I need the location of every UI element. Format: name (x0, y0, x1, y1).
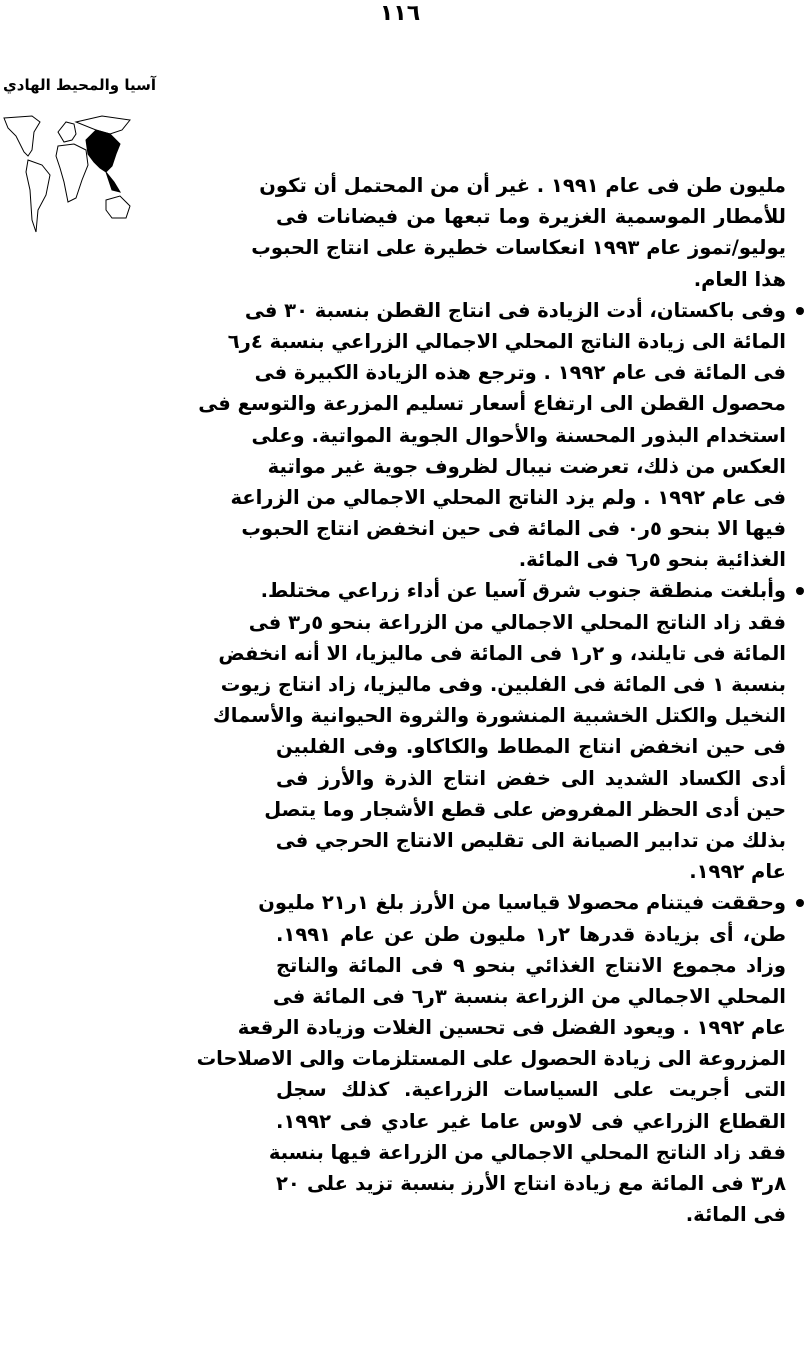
text-line: النخيل والكتل الخشبية المنشورة والثروة الحيوانية والأسماك (212, 704, 786, 728)
text-line: هذا العام. (693, 267, 786, 291)
text-line: التى أجريت على السياسات الزراعية. كذلك سجل (276, 1078, 786, 1102)
europe-africa-outline (56, 122, 88, 202)
bullet-icon (796, 899, 804, 907)
text-line: بذلك من تدابير الصيانة الى تقليص الانتاج الحرجي فى (275, 828, 786, 852)
text-line: عام ١٩٩٢ . ويعود الفضل فى تحسين الغلات وزيادة الرقعة (237, 1016, 786, 1040)
text-line: وفى باكستان، أدت الزيادة فى انتاج القطن بنسبة ٣٠ فى (244, 298, 786, 322)
text-line: بنسبة ١ فى المائة فى الفلبين. وفى ماليزيا، زاد انتاج زيوت (220, 673, 786, 696)
text-line: طن، أى بزيادة قدرها ٢ر١ مليون طن عن عام ١٩٩١. (276, 922, 787, 946)
americas-outline (4, 116, 50, 232)
text-line: المائة الى زيادة الناتج المحلي الاجمالي الزراعي بنسبة ٤ر٦ (227, 329, 786, 353)
text-line: أدى الكساد الشديد الى خفض انتاج الذرة والأرز فى (276, 766, 786, 790)
text-line: فيها الا بنحو ٥ر٠ فى المائة فى حين انخفض انتاج الحبوب (241, 517, 786, 541)
text-line: وزاد مجموع الانتاج الغذائي بنحو ٩ فى المائة والناتج (276, 953, 786, 977)
text-line: فى حين انخفض انتاج المطاط والكاكاو. وفى الفلبين (276, 735, 786, 759)
text-line: استخدام البذور المحسنة والأحوال الجوية المواتية. وعلى (251, 423, 786, 447)
text-line: المزروعة الى زيادة الحصول على المستلزمات والى الاصلاحات (196, 1047, 786, 1071)
text-line: المحلي الاجمالي من الزراعة بنسبة ٣ر٦ فى المائة فى (272, 984, 786, 1008)
australia-outline (106, 196, 130, 218)
text-line: مليون طن فى عام ١٩٩١ . غير أن من المحتمل أن تكون (259, 174, 786, 197)
text-line: وأبلغت منطقة جنوب شرق آسيا عن أداء زراعي مختلط. (260, 579, 786, 603)
bullet-icon (796, 307, 804, 315)
section-title: آسيا والمحيط الهادي (3, 76, 156, 94)
text-line: العكس من ذلك، تعرضت نيبال لظروف جوية غير مواتية (267, 454, 786, 478)
paragraph (251, 170, 786, 295)
text-line: فى المائة. (685, 1203, 786, 1227)
page-number: ١١٦ (379, 1, 421, 26)
world-map-icon (2, 110, 132, 240)
text-line: وحققت فيتنام محصولا قياسيا من الأرز بلغ ١ر٢١ مليون (258, 891, 786, 915)
text-line: القطاع الزراعي فى لاوس عاما غير عادي فى ١٩٩٢. (276, 1109, 786, 1133)
north-asia-outline (76, 116, 130, 134)
text-line: ٨ر٣ فى المائة مع زيادة انتاج الأرز بنسبة تزيد على ٢٠ (276, 1172, 786, 1195)
paragraph (212, 575, 786, 887)
asia-highlighted (86, 130, 120, 192)
text-line: فقد زاد الناتج المحلي الاجمالي من الزراعة فيها بنسبة (268, 1140, 786, 1164)
paragraph (198, 295, 786, 576)
text-line: للأمطار الموسمية الغزيرة وما تبعها من فيضانات فى (276, 205, 786, 229)
paragraph (196, 887, 787, 1230)
text-line: عام ١٩٩٢. (689, 860, 786, 884)
text-line: الغذائية بنحو ٥ر٦ فى المائة. (518, 548, 786, 572)
text-line: فى المائة فى عام ١٩٩٢ . وترجع هذه الزيادة الكبيرة فى (254, 361, 786, 385)
text-line: يوليو/تموز عام ١٩٩٣ انعكاسات خطيرة على انتاج الحبوب (251, 236, 786, 260)
text-line: حين أدى الحظر المفروض على قطع الأشجار وما يتصل (264, 797, 786, 821)
text-line: فى عام ١٩٩٢ . ولم يزد الناتج المحلي الاجمالي من الزراعة (230, 485, 786, 509)
body-text (196, 170, 787, 1230)
text-line: محصول القطن الى ارتفاع أسعار تسليم المزرعة والتوسع فى (198, 392, 786, 416)
text-line: المائة فى تايلند، و ٢ر١ فى المائة فى ماليزيا، الا أنه انخفض (218, 641, 786, 665)
text-line: فقد زاد الناتج المحلي الاجمالي من الزراعة بنحو ٥ر٣ فى (248, 610, 786, 634)
bullet-icon (796, 587, 804, 595)
